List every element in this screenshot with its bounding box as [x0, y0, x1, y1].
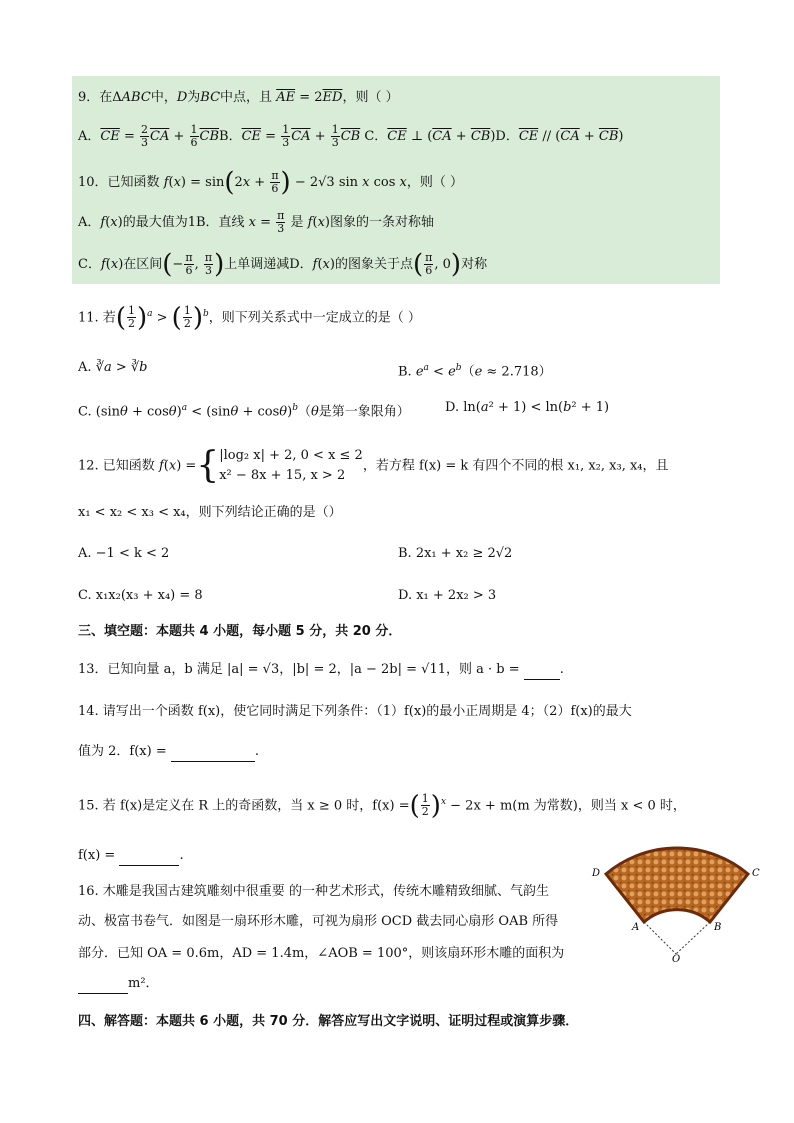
- q12-stem: 12. 已知函数 f(x) ={ |log₂ x| + 2, 0 < x ≤ 2 x² − 8x + 15, x > 2 ，若方程 f(x) = k 有四个不同的根 x₁, x₂, x₃, x₄，且: [78, 445, 669, 486]
- q15-line1-post: − 2x + m(m 为常数)，则当 x < 0 时，: [450, 798, 686, 814]
- q9-stem: 9．在ΔABC中，D为BC中点，且 $\overline{AE} = 2\overline{ED}$，则（ ）: [78, 90, 399, 105]
- q14-line2: 值为 2．f(x) = .: [78, 742, 259, 762]
- q11-stem: 11. 若( $\frac{1}{2}$ )$^a$ > ( $\frac{1}{2}$ )$^b$，则下列关系式中一定成立的是（ ）: [78, 302, 421, 333]
- section4-heading: 四、解答题：本题共 6 小题，共 70 分．解答应写出文字说明、证明过程或演算步骤．: [78, 1014, 579, 1029]
- q11-opt-d: D. ln(a² + 1) < ln(b² + 1): [445, 400, 610, 415]
- q9-opt-d: D．$\overline{CE} // (\overline{CA} + \overline{CB})$: [495, 129, 624, 144]
- q16-line1: 16. 木雕是我国古建筑雕刻中很重要 的一种艺术形式，传统木雕精致细腻、气韵生: [78, 884, 549, 899]
- label-o: O: [672, 954, 681, 964]
- q16-line4: [78, 974, 159, 994]
- q14-answer-blank[interactable]: [171, 747, 255, 762]
- q15-line2: f(x) = .: [78, 846, 184, 866]
- q15-line2-text: f(x) =: [78, 848, 116, 863]
- q11-opt-a: A. ∛a > ∛b: [78, 360, 148, 375]
- q10-opt-cd: C．f(x)在区间(− $\frac{\pi}{6}$ , $\frac{\pi}{3}$ )上单调递减D．f(x)的图象关于点( $\frac{\pi}{6}$ , 0)对称: [78, 249, 488, 280]
- radius-ob: [676, 922, 710, 954]
- q11-stem-tail: ，则下列关系式中一定成立的是（ ）: [208, 310, 421, 326]
- q12-opt-c: C. x₁x₂(x₃ + x₄) = 8: [78, 588, 203, 603]
- q15-answer-blank[interactable]: [119, 851, 179, 866]
- label-b: B: [714, 922, 722, 933]
- sector-ring-wood: [606, 848, 748, 922]
- q9-opt-a: A．$\overline{CE}$ = $\frac{2}{3}$ $\overline{CA}$ + $\frac{1}{6}$ $\overline{CB}$: [78, 123, 220, 149]
- q12-stem-post: ，若方程 f(x) = k 有四个不同的根 x₁, x₂, x₃, x₄，且: [362, 458, 669, 474]
- label-a: A: [632, 922, 640, 933]
- label-d: D: [592, 868, 601, 879]
- q9-stem-text: 9．在ΔABC中，D为BC中点，且: [78, 90, 273, 105]
- q14-line2-text: 值为 2．f(x) =: [78, 744, 167, 759]
- q13-text: 13．已知向量 a，b 满足 |a| = √3，|b| = 2，|a − 2b| = √11，则 a · b =: [78, 662, 520, 677]
- q12-opt-d: D. x₁ + 2x₂ > 3: [398, 588, 497, 603]
- q12-opt-b: B. 2x₁ + x₂ ≥ 2√2: [398, 546, 513, 561]
- q15-line1: 15. 若 f(x)是定义在 R 上的奇函数，当 x ≥ 0 时，f(x) =( $\frac{1}{2}$ )$^x$ − 2x + m(m 为常数)，则当 x < 0 时，: [78, 790, 686, 821]
- section3-heading: 三、填空题：本题共 4 小题，每小题 5 分，共 20 分．: [78, 624, 402, 639]
- q11-opt-b: B. $e^a < e^b(e \approx 2.718)$: [398, 363, 552, 380]
- q16-line2: 动、极富书卷气．如图是一扇环形木雕，可视为扇形 OCD 截去同心扇形 OAB 所得: [78, 914, 559, 929]
- q16-answer-blank[interactable]: [78, 979, 128, 994]
- q15-line1-pre: 15. 若 f(x)是定义在 R 上的奇函数，当 x ≥ 0 时，f(x) =: [78, 798, 410, 814]
- q13-answer-blank[interactable]: [524, 665, 560, 680]
- q12-line2: x₁ < x₂ < x₃ < x₄，则下列结论正确的是（）: [78, 505, 342, 520]
- q9-options: [78, 124, 623, 149]
- q11-opt-c: C. $(\sin\theta + \cos\theta)^a < (\sin\theta + \cos\theta)^b(\theta$是第一象限角）: [78, 403, 410, 420]
- q9-tail: ，则（ ）: [342, 90, 399, 105]
- q9-opt-b: B．$\overline{CE}$ = $\frac{1}{3}$ $\overline{CA}$ + $\frac{1}{3}$ $\overline{CB}$: [219, 123, 361, 149]
- q13: 13．已知向量 a，b 满足 |a| = √3，|b| = 2，|a − 2b| = √11，则 a · b = .: [78, 660, 564, 680]
- q16-line3: 部分．已知 OA = 0.6m，AD = 1.4m，∠AOB = 100°，则该扇环形木雕的面积为: [78, 946, 565, 961]
- q12-stem-pre: 12. 已知函数: [78, 458, 155, 474]
- q12-opt-a: A. −1 < k < 2: [78, 546, 170, 561]
- q12-case1: |log₂ x| + 2, 0 < x ≤ 2: [219, 448, 363, 463]
- radius-oa: [644, 922, 676, 954]
- q16-line4-text: m²．: [128, 976, 159, 991]
- q9-vec-ae: $\overline{AE}$: [276, 90, 296, 105]
- label-c: C: [752, 868, 760, 879]
- q14-line1: 14. 请写出一个函数 f(x)，使它同时满足下列条件：（1）f(x)的最小正周期是 4；（2）f(x)的最大: [78, 704, 632, 719]
- q12-case2: x² − 8x + 15, x > 2: [219, 468, 346, 483]
- sector-ring-figure: [588, 834, 768, 964]
- q9-vec-ed: $\overline{ED}$: [322, 90, 343, 105]
- q9-opt-c: C．$\overline{CE}$ ⊥ $(\overline{CA} + \overline{CB})$: [364, 129, 496, 144]
- q10-stem: 10．已知函数 f(x) = sin(2x + $\frac{\pi}{6}$ ) − 2√3 sin x cos x，则（ ）: [78, 167, 464, 198]
- q10-opt-ab: A．f(x)的最大值为1B．直线 x = $\frac{\pi}{3}$ 是 f(x)图象的一条对称轴: [78, 209, 434, 235]
